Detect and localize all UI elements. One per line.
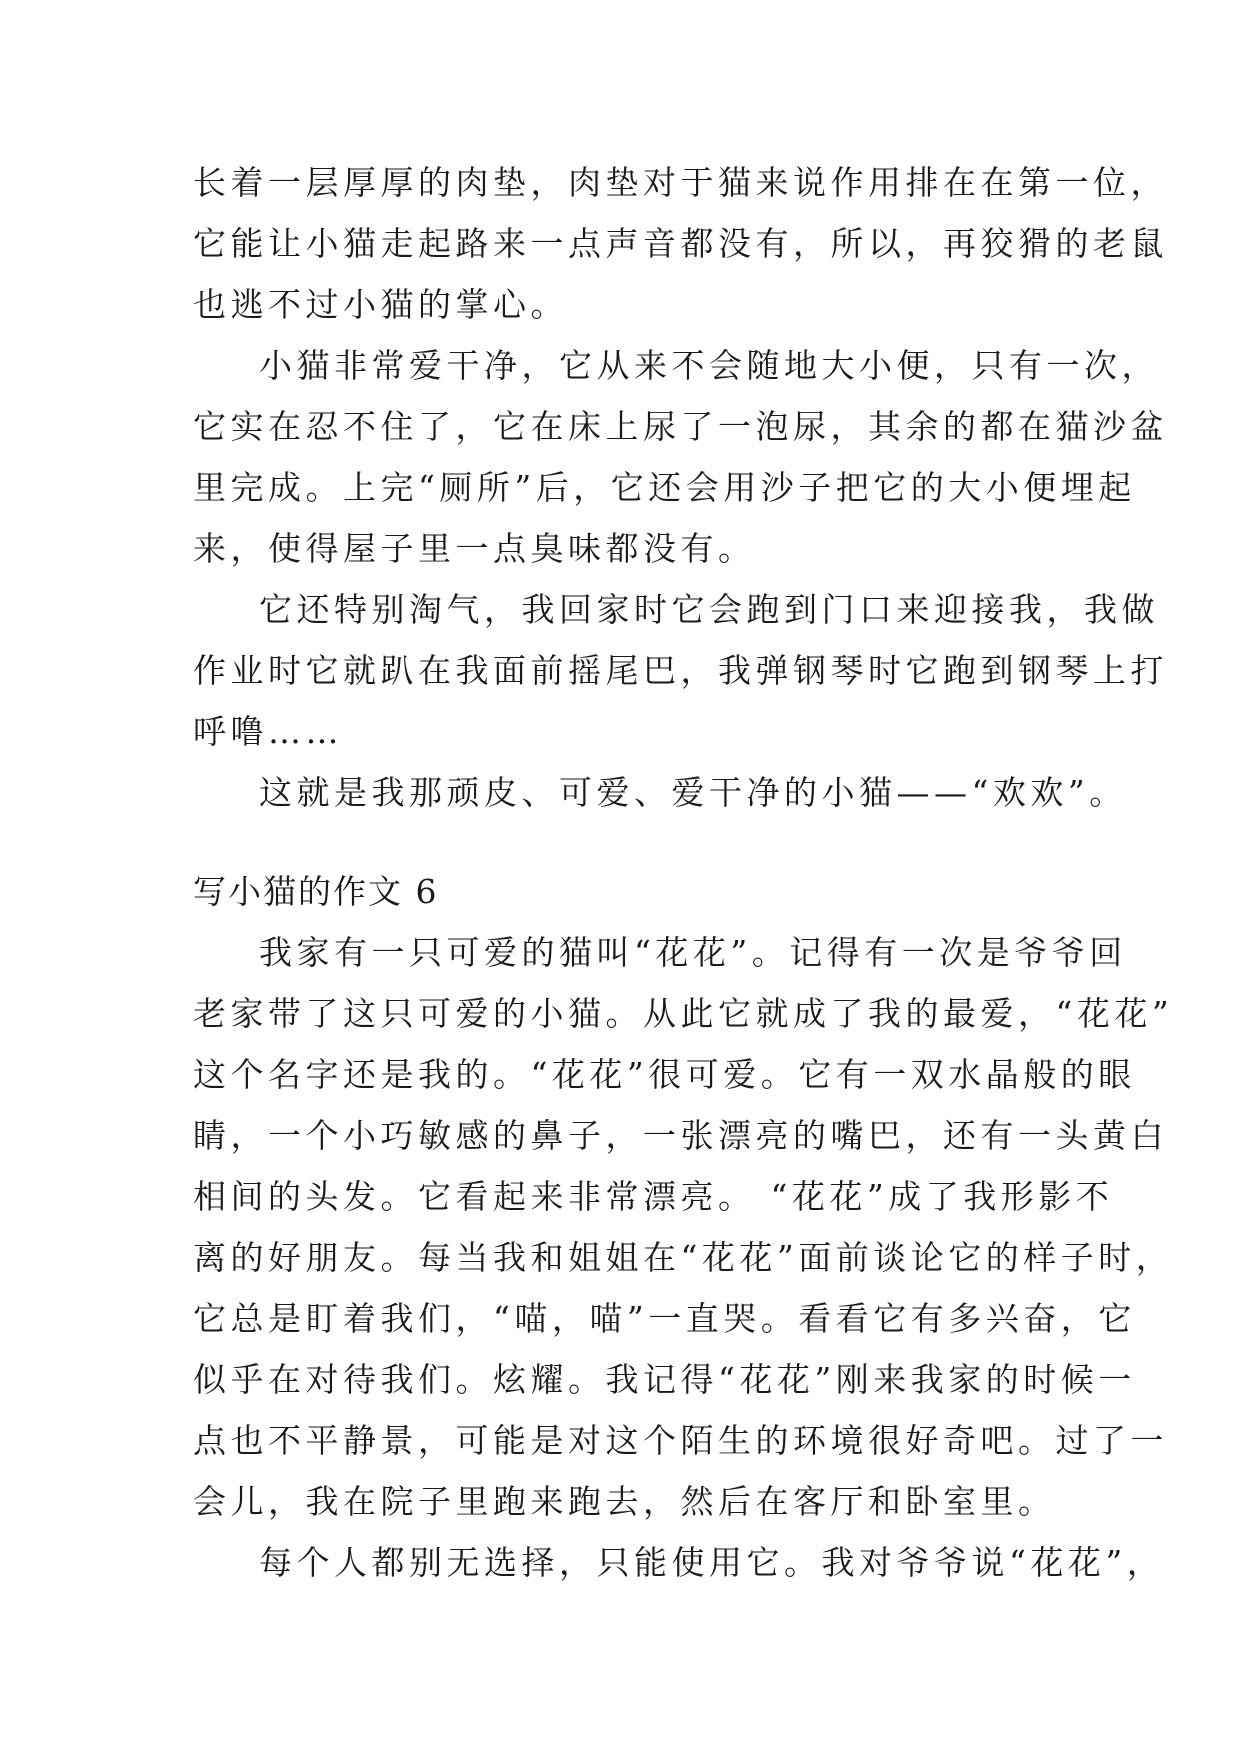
text-line: 这就是我那顽皮、可爱、爱干净的小猫——“欢欢”。 <box>259 773 1127 812</box>
text-line: 也逃不过小猫的掌心。 <box>193 285 568 324</box>
paragraph <box>193 335 1168 579</box>
text-line: 它总是盯着我们，“喵，喵”一直哭。看看它有多兴奋，它 <box>193 1299 1136 1338</box>
document-body <box>193 152 1174 1593</box>
text-line: 离的好朋友。每当我和姐姐在“花花”面前谈论它的样子时， <box>193 1238 1174 1277</box>
paragraph <box>193 579 1168 762</box>
section-title: 写小猫的作文 6 <box>193 872 439 911</box>
text-line: 我家有一只可爱的猫叫“花花”。记得有一次是爷爷回 <box>259 933 1127 972</box>
text-line: 每个人都别无选择，只能使用它。我对爷爷说“花花”， <box>259 1543 1165 1582</box>
text-line: 会儿，我在院子里跑来跑去，然后在客厅和卧室里。 <box>193 1482 1056 1521</box>
text-line: 似乎在对待我们。炫耀。我记得“花花”刚来我家的时候一 <box>193 1360 1136 1399</box>
text-line: 它能让小猫走起路来一点声音都没有，所以，再狡猾的老鼠 <box>193 224 1168 263</box>
text-line: 这个名字还是我的。“花花”很可爱。它有一双水晶般的眼 <box>193 1055 1136 1094</box>
text-line: 相间的头发。它看起来非常漂亮。 “花花”成了我形影不 <box>193 1177 1114 1216</box>
text-line: 来，使得屋子里一点臭味都没有。 <box>193 529 756 568</box>
paragraph <box>193 922 1174 1532</box>
text-line: 长着一层厚厚的肉垫，肉垫对于猫来说作用排在在第一位， <box>193 163 1168 202</box>
text-line: 里完成。上完“厕所”后，它还会用沙子把它的大小便埋起 <box>193 468 1136 507</box>
text-line: 作业时它就趴在我面前摇尾巴，我弹钢琴时它跑到钢琴上打 <box>193 651 1168 690</box>
text-line: 睛，一个小巧敏感的鼻子，一张漂亮的嘴巴，还有一头黄白 <box>193 1116 1168 1155</box>
section-gap <box>193 823 1073 861</box>
text-line: 点也不平静景，可能是对这个陌生的环境很好奇吧。过了一 <box>193 1421 1168 1460</box>
paragraph <box>193 1532 1165 1593</box>
text-line: 呼噜…… <box>193 712 343 751</box>
text-line: 老家带了这只可爱的小猫。从此它就成了我的最爱，“花花” <box>193 994 1174 1033</box>
text-line: 它实在忍不住了，它在床上尿了一泡尿，其余的都在猫沙盆 <box>193 407 1168 446</box>
text-line: 它还特别淘气，我回家时它会跑到门口来迎接我，我做 <box>259 590 1159 629</box>
paragraph <box>193 762 1127 823</box>
paragraph <box>193 152 1168 335</box>
text-line: 小猫非常爱干净，它从来不会随地大小便，只有一次， <box>259 346 1159 385</box>
